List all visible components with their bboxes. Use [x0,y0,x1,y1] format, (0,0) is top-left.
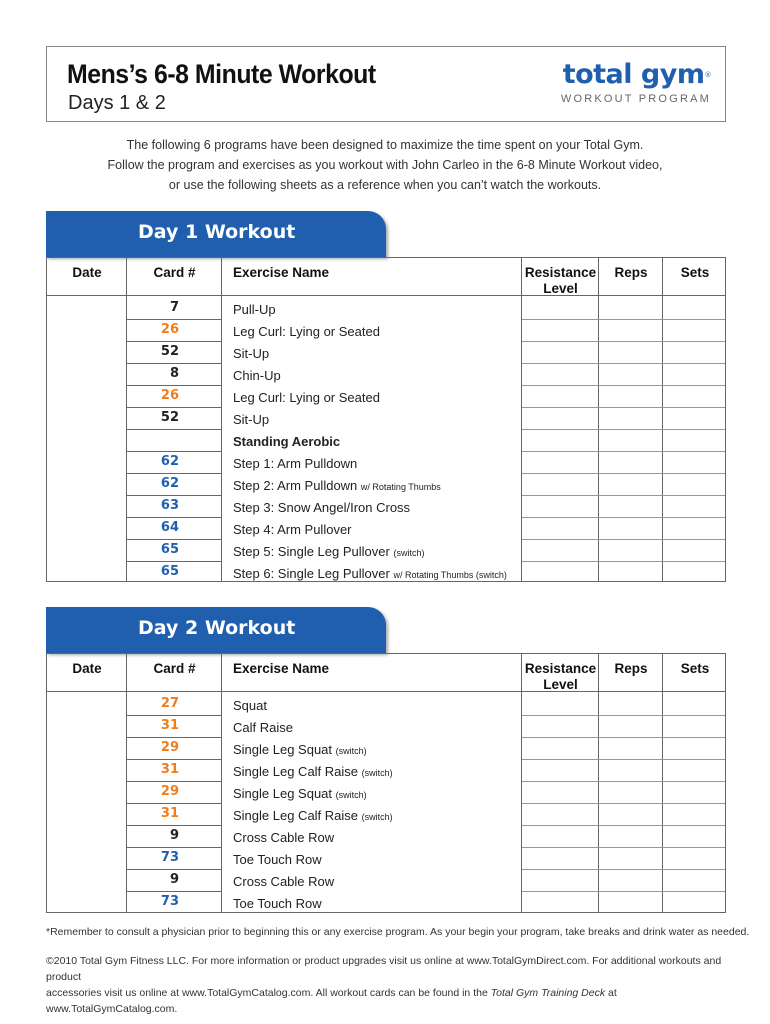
resistance-header: Resistance Level [524,661,597,692]
exercise-label: Calf Raise [233,720,293,735]
table-row [47,298,725,320]
table-row [47,364,725,386]
total-gym-logo [557,61,711,105]
copyright-part: accessories visit us online at www.TotalGymCatalog.com. All workout cards can be found in the [46,987,491,999]
table-row [47,342,725,364]
exercise-name [233,852,322,867]
day2-title: Day 2 Workout [138,617,296,639]
exercise-label: Single Leg Calf Raise [233,808,359,823]
exercise-name [233,302,276,317]
table-row [47,870,725,892]
card-number: 27 [160,696,179,711]
resistance-header: Resistance Level [524,265,597,296]
card-number: 64 [160,520,179,535]
exercise-name [233,346,269,361]
table-row [47,540,725,562]
page-title: Mens’s 6-8 Minute Workout [67,59,376,89]
exercise-name [233,478,441,493]
table-row [47,518,725,540]
table-row [47,804,725,826]
exercise-label: Toe Touch Row [233,896,322,911]
exercise-name [233,720,293,735]
exercise-name [233,566,507,581]
card-number: 29 [160,784,179,799]
day2-tab [46,607,386,653]
card-number: 7 [169,300,179,315]
logo-subtitle: WORKOUT PROGRAM [560,93,711,105]
exercise-note: (switch) [335,746,367,756]
exercise-label: Step 6: Single Leg Pullover [233,566,390,581]
exercise-note: (switch) [335,790,367,800]
card-number: 65 [160,564,179,579]
copyright-line [46,985,736,1017]
exercise-label: Step 5: Single Leg Pullover [233,544,390,559]
copyright-line: ©2010 Total Gym Fitness LLC. For more information or product upgrades visit us online at www.TotalGymDirect.com. For additional workouts and product [46,955,722,983]
exercise-note: (switch) [361,812,393,822]
table-row [47,474,725,496]
card-number: 65 [160,542,179,557]
physician-note: *Remember to consult a physician prior to beginning this or any exercise program. As your begin your program, take breaks and drink water as needed. [46,926,750,938]
day2-table [46,653,726,913]
card-number: 62 [160,476,179,491]
table-row [47,716,725,738]
table-row [47,826,725,848]
card-number: 52 [160,344,179,359]
exercise-label: Leg Curl: Lying or Seated [233,390,380,405]
card-number: 26 [160,388,179,403]
table-row [47,848,725,870]
page-subtitle: Days 1 & 2 [68,92,166,114]
table-row [47,452,725,474]
registered-mark: ® [704,71,711,79]
exercise-label: Step 4: Arm Pullover [233,522,352,537]
card-number: 9 [169,828,179,843]
table-row [47,430,725,452]
card-number: 26 [160,322,179,337]
intro-text [60,135,710,195]
card-number: 31 [160,718,179,733]
card-number: 63 [160,498,179,513]
table-row [47,892,725,914]
day1-title: Day 1 Workout [138,221,296,243]
exercise-name [233,830,334,845]
table-body [47,296,725,584]
exercise-label: Pull-Up [233,302,276,317]
intro-line: The following 6 programs have been designed to maximize the time spent on your Total Gym. [126,138,644,152]
card-header: Card # [153,265,196,280]
exercise-label: Step 2: Arm Pulldown [233,478,358,493]
card-header: Card # [153,661,196,676]
exercise-label: Single Leg Squat [233,786,333,801]
exercise-label: Cross Cable Row [233,874,335,889]
exercise-name [233,874,334,889]
exercise-name [233,434,340,449]
exercise-label: Leg Curl: Lying or Seated [233,324,380,339]
day1-tab [46,211,386,257]
header-box [46,46,726,122]
card-number: 29 [160,740,179,755]
exercise-name [233,522,352,537]
exercise-name [233,368,281,383]
exercise-label: Squat [233,698,267,713]
table-row [47,320,725,342]
exercise-label: Sit-Up [233,346,270,361]
exercise-header: Exercise Name [233,265,330,280]
table-row [47,562,725,584]
sets-header: Sets [680,265,710,280]
exercise-note: (switch) [393,548,425,558]
exercise-label: Toe Touch Row [233,852,322,867]
exercise-note: w/ Rotating Thumbs [360,482,441,492]
exercise-label: Sit-Up [233,412,270,427]
exercise-name [233,544,424,559]
table-header [47,654,725,692]
exercise-header: Exercise Name [233,661,330,676]
intro-line: or use the following sheets as a reference when you can’t watch the workouts. [168,178,602,192]
exercise-label: Single Leg Calf Raise [233,764,359,779]
table-row [47,782,725,804]
copyright-text [46,953,736,1017]
card-number: 73 [160,894,179,909]
day1-table [46,257,726,582]
exercise-name [233,390,380,405]
exercise-name [233,324,380,339]
exercise-name [233,808,393,823]
table-row [47,386,725,408]
card-number: 31 [160,762,179,777]
exercise-label: Step 1: Arm Pulldown [233,456,358,471]
exercise-name [233,456,357,471]
exercise-name [233,500,410,515]
card-number: 9 [169,872,179,887]
logo-text: total gym [562,59,705,90]
training-deck-title: Total Gym Training Deck [490,987,606,999]
exercise-name [233,764,393,779]
exercise-name [233,742,367,757]
reps-header: Reps [614,265,648,280]
sets-header: Sets [680,661,710,676]
exercise-note: w/ Rotating Thumbs (switch) [393,570,507,580]
exercise-name [233,786,367,801]
exercise-label: Single Leg Squat [233,742,333,757]
table-header [47,258,725,296]
date-header: Date [72,265,102,280]
card-number: 52 [160,410,179,425]
exercise-note: (switch) [361,768,393,778]
table-row [47,408,725,430]
exercise-label: Step 3: Snow Angel/Iron Cross [233,500,411,515]
exercise-label: Standing Aerobic [233,434,341,449]
intro-line: Follow the program and exercises as you workout with John Carleo in the 6-8 Minute Workout video, [107,158,663,172]
exercise-name [233,698,267,713]
copyright-part: at www.TotalGymCatalog.com. [46,987,617,1015]
card-number: 62 [160,454,179,469]
table-row [47,760,725,782]
table-row [47,694,725,716]
card-number: 73 [160,850,179,865]
card-number: 31 [160,806,179,821]
exercise-label: Chin-Up [233,368,281,383]
card-number: 8 [169,366,179,381]
exercise-label: Cross Cable Row [233,830,335,845]
table-row [47,738,725,760]
table-body [47,692,725,914]
exercise-name [233,896,322,911]
reps-header: Reps [614,661,648,676]
table-row [47,496,725,518]
logo-wordmark [557,61,711,89]
exercise-name [233,412,269,427]
date-header: Date [72,661,102,676]
